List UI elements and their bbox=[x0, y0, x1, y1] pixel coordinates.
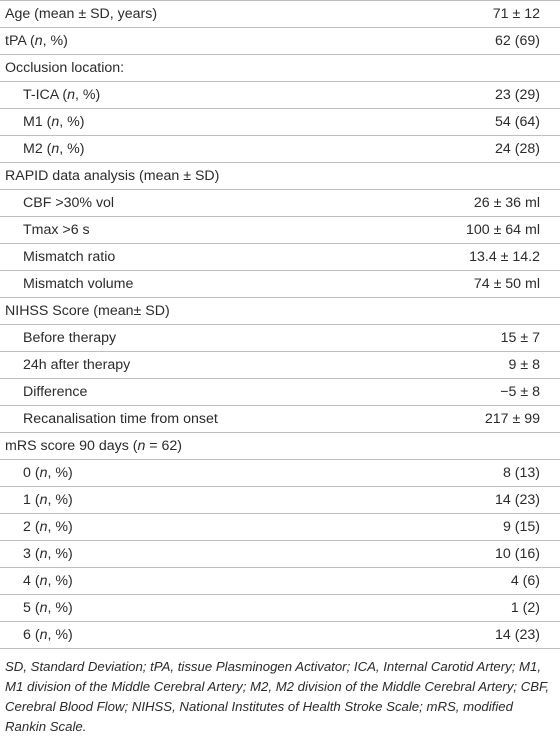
row-value: 24 (28) bbox=[495, 141, 540, 157]
row-label: 24h after therapy bbox=[23, 357, 131, 373]
row-value: 9 ± 8 bbox=[508, 357, 540, 373]
row-value: 8 (13) bbox=[502, 465, 540, 481]
row-value: 14 (23) bbox=[495, 492, 540, 508]
row-value: −5 ± 8 bbox=[500, 384, 540, 400]
row-value: 74 ± 50 ml bbox=[473, 276, 540, 292]
table-section-header bbox=[0, 55, 560, 82]
row-label: 2 (n, %) bbox=[23, 519, 73, 535]
row-label: mRS score 90 days (n = 62) bbox=[5, 438, 183, 454]
row-value: 26 ± 36 ml bbox=[473, 195, 540, 211]
row-value: 15 ± 7 bbox=[500, 330, 540, 346]
table-row bbox=[0, 109, 560, 136]
row-label: 5 (n, %) bbox=[23, 600, 73, 616]
table-footnote: SD, Standard Deviation; tPA, tissue Plasminogen Activator; ICA, Internal Carotid Artery; M1, M1 division of the Middle Cerebral Artery; M2, M2 division of the Middle Cerebral Artery; CBF, Cerebral Blood Flow; NIHSS, National Institutes of Health Stroke Scale; mRS, modified Rankin Scale. bbox=[5, 659, 550, 734]
row-value: 100 ± 64 ml bbox=[465, 222, 540, 238]
row-label: M2 (n, %) bbox=[23, 141, 85, 157]
table-row bbox=[0, 82, 560, 109]
row-value: 54 (64) bbox=[495, 114, 540, 130]
row-label: Recanalisation time from onset bbox=[23, 411, 218, 427]
table-row bbox=[0, 325, 560, 352]
row-value: 14 (23) bbox=[495, 627, 540, 643]
row-value: 1 (2) bbox=[510, 600, 540, 616]
table-section-header bbox=[0, 298, 560, 325]
table-row bbox=[0, 136, 560, 163]
table-row bbox=[0, 217, 560, 244]
row-value: 71 ± 12 bbox=[492, 6, 540, 22]
table-row bbox=[0, 271, 560, 298]
table-row bbox=[0, 514, 560, 541]
row-label: 4 (n, %) bbox=[23, 573, 73, 589]
row-value: 4 (6) bbox=[510, 573, 540, 589]
row-label: Before therapy bbox=[23, 330, 117, 346]
table-row bbox=[0, 622, 560, 649]
table-row bbox=[0, 460, 560, 487]
table-row bbox=[0, 28, 560, 55]
table-section-header bbox=[0, 163, 560, 190]
row-label: Difference bbox=[23, 384, 88, 400]
row-value: 10 (16) bbox=[495, 546, 540, 562]
table-row bbox=[0, 487, 560, 514]
row-label: CBF >30% vol bbox=[23, 195, 115, 211]
table-row bbox=[0, 541, 560, 568]
row-value: 9 (15) bbox=[502, 519, 540, 535]
table-row bbox=[0, 568, 560, 595]
row-value: 13.4 ± 14.2 bbox=[469, 249, 540, 265]
table-section-header bbox=[0, 433, 560, 460]
table-row bbox=[0, 352, 560, 379]
row-label: 3 (n, %) bbox=[23, 546, 73, 562]
row-label: M1 (n, %) bbox=[23, 114, 85, 130]
row-label: Tmax >6 s bbox=[23, 222, 90, 238]
row-label: Mismatch ratio bbox=[23, 249, 116, 265]
row-value: 23 (29) bbox=[495, 87, 540, 103]
row-label: NIHSS Score (mean± SD) bbox=[5, 303, 170, 319]
row-label: Mismatch volume bbox=[23, 276, 134, 292]
row-value: 62 (69) bbox=[495, 33, 540, 49]
table-row bbox=[0, 0, 560, 28]
row-value: 217 ± 99 bbox=[484, 411, 540, 427]
table-row bbox=[0, 379, 560, 406]
row-label: 0 (n, %) bbox=[23, 465, 73, 481]
row-label: T-ICA (n, %) bbox=[23, 87, 101, 103]
row-label: Age (mean ± SD, years) bbox=[5, 6, 158, 22]
row-label: tPA (n, %) bbox=[5, 33, 68, 49]
table-row bbox=[0, 244, 560, 271]
row-label: Occlusion location: bbox=[5, 60, 125, 76]
row-label: 1 (n, %) bbox=[23, 492, 73, 508]
table-row bbox=[0, 406, 560, 433]
table-row bbox=[0, 190, 560, 217]
row-label: 6 (n, %) bbox=[23, 627, 73, 643]
row-label: RAPID data analysis (mean ± SD) bbox=[5, 168, 220, 184]
table-row bbox=[0, 595, 560, 622]
